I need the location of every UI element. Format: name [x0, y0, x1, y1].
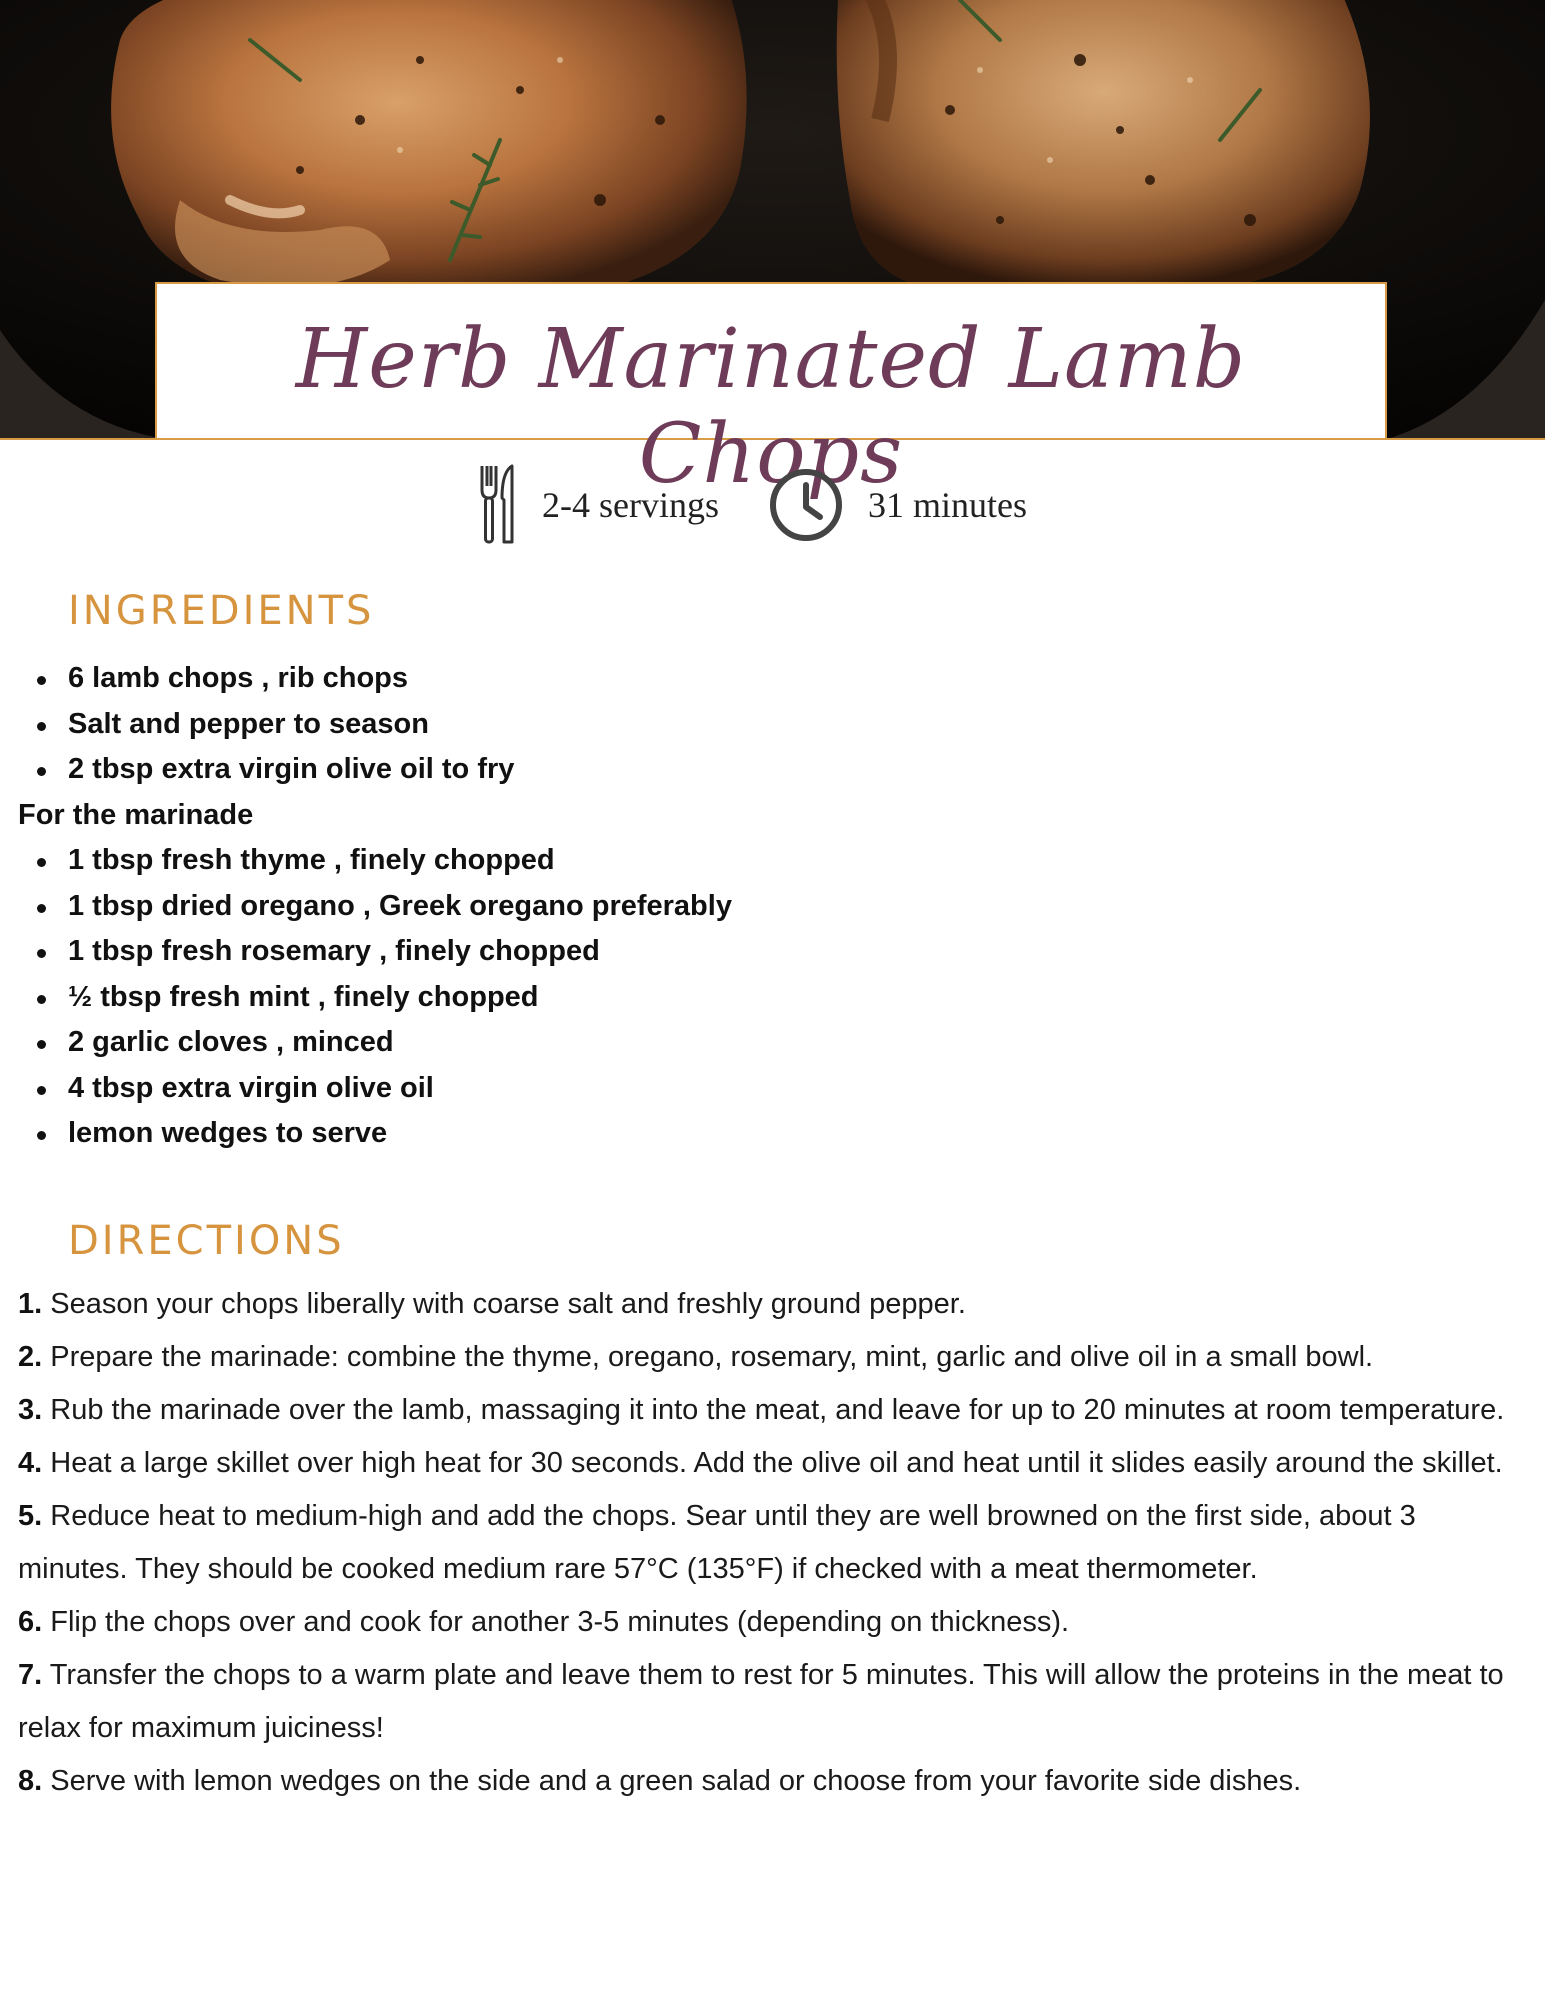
step-number: 7. [18, 1659, 43, 1691]
ingredient-item: ½ tbsp fresh mint , finely chopped [0, 975, 1545, 1021]
step-number: 4. [18, 1447, 43, 1479]
ingredient-item: lemon wedges to serve [0, 1111, 1545, 1157]
step-text: Prepare the marinade: combine the thyme, oregano, rosemary, mint, garlic and olive oil in a small bowl. [50, 1341, 1374, 1373]
direction-step [18, 1384, 1518, 1437]
step-number: 1. [18, 1288, 43, 1320]
recipe-title: Herb Marinated Lamb Chops [295, 312, 1247, 502]
recipe-meta [0, 460, 1545, 550]
direction-step [18, 1331, 1518, 1384]
ingredient-item: 2 garlic cloves , minced [0, 1020, 1545, 1066]
ingredient-item: 4 tbsp extra virgin olive oil [0, 1066, 1545, 1112]
ingredient-item: Salt and pepper to season [0, 702, 1545, 748]
direction-step [18, 1490, 1518, 1596]
direction-step [18, 1278, 1518, 1331]
ingredients-heading: INGREDIENTS [68, 588, 375, 634]
direction-step [18, 1596, 1518, 1649]
ingredient-item: 1 tbsp dried oregano , Greek oregano preferably [0, 884, 1545, 930]
direction-step [18, 1649, 1518, 1755]
title-banner [155, 282, 1387, 502]
ingredient-item: 2 tbsp extra virgin olive oil to fry [0, 747, 1545, 793]
step-text: Season your chops liberally with coarse salt and freshly ground pepper. [50, 1288, 966, 1320]
direction-step [18, 1755, 1518, 1808]
ingredient-item: 1 tbsp fresh rosemary , finely chopped [0, 929, 1545, 975]
step-text: Transfer the chops to a warm plate and leave them to rest for 5 minutes. This will allow the proteins in the meat to relax for maximum juiciness! [18, 1659, 1504, 1744]
step-text: Rub the marinade over the lamb, massaging it into the meat, and leave for up to 20 minutes at room temperature. [50, 1394, 1505, 1426]
directions-heading: DIRECTIONS [68, 1218, 345, 1264]
step-text: Flip the chops over and cook for another 3-5 minutes (depending on thickness). [50, 1606, 1070, 1638]
step-text: Reduce heat to medium-high and add the chops. Sear until they are well browned on the first side, about 3 minutes. They should be cooked medium rare 57°C (135°F) if checked with a meat thermometer. [18, 1500, 1416, 1585]
ingredient-item: 1 tbsp fresh thyme , finely chopped [0, 838, 1545, 884]
ingredients-list [0, 656, 1545, 1157]
ingredient-item: 6 lamb chops , rib chops [0, 656, 1545, 702]
time-text: 31 minutes [868, 485, 1027, 525]
direction-step [18, 1437, 1518, 1490]
time-info [768, 460, 1027, 550]
step-number: 5. [18, 1500, 43, 1532]
directions-list [18, 1278, 1518, 1808]
step-text: Heat a large skillet over high heat for 30 seconds. Add the olive oil and heat until it slides easily around the skillet. [50, 1447, 1503, 1479]
step-text: Serve with lemon wedges on the side and a green salad or choose from your favorite side dishes. [50, 1765, 1302, 1797]
ingredient-subheading: For the marinade [18, 798, 254, 831]
step-number: 8. [18, 1765, 43, 1797]
step-number: 6. [18, 1606, 43, 1638]
clock-icon [768, 467, 844, 543]
servings-info [478, 460, 719, 550]
step-number: 2. [18, 1341, 43, 1373]
fork-knife-icon [478, 464, 518, 546]
servings-text: 2-4 servings [542, 485, 719, 525]
step-number: 3. [18, 1394, 43, 1426]
